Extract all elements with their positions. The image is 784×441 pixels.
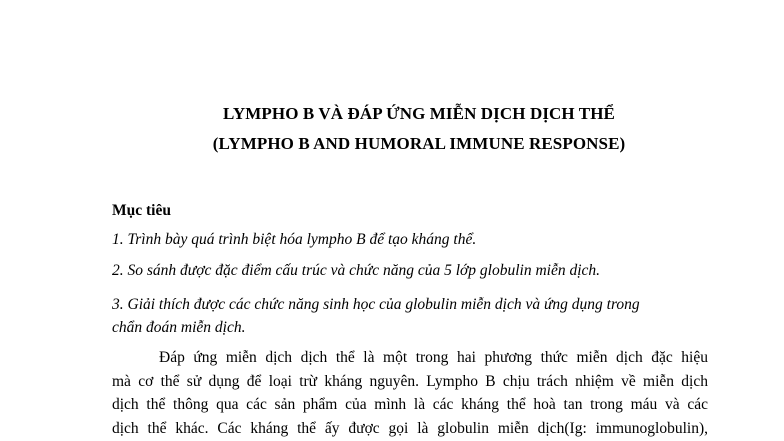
objective-1: 1. Trình bày quá trình biệt hóa lympho B để tạo kháng thể. — [112, 231, 477, 248]
objective-3-line-2: chẩn đoán miễn dịch. — [112, 319, 246, 336]
title-english: (LYMPHO B AND HUMORAL IMMUNE RESPONSE) — [212, 134, 626, 153]
title-vietnamese: LYMPHO B VÀ ĐÁP ỨNG MIỄN DỊCH DỊCH THỂ — [222, 104, 615, 123]
objective-3-line-1: 3. Giải thích được các chức năng sinh học của globulin miễn dịch và ứng dụng trong — [112, 296, 640, 313]
paragraph-line-2: mà cơ thể sử dụng để loại trừ kháng nguyên. Lympho B chịu trách nhiệm về miễn dịch — [112, 372, 708, 390]
objective-2: 2. So sánh được đặc điểm cấu trúc và chức năng của 5 lớp globulin miễn dịch. — [112, 262, 601, 279]
paragraph-line-4: dịch thể khác. Các kháng thể ấy được gọi là globulin miễn dịch(Ig: immunoglobulin), — [112, 419, 708, 437]
objectives-heading: Mục tiêu — [112, 202, 171, 219]
paragraph-line-1: Đáp ứng miễn dịch dịch thể là một trong hai phương thức miễn dịch đặc hiệu — [159, 349, 708, 366]
paragraph-line-3: dịch thể thông qua các sản phẩm của mình là các kháng thể hoà tan trong máu và các — [112, 396, 708, 413]
objective-3 — [112, 293, 640, 339]
body-paragraph — [112, 346, 708, 440]
